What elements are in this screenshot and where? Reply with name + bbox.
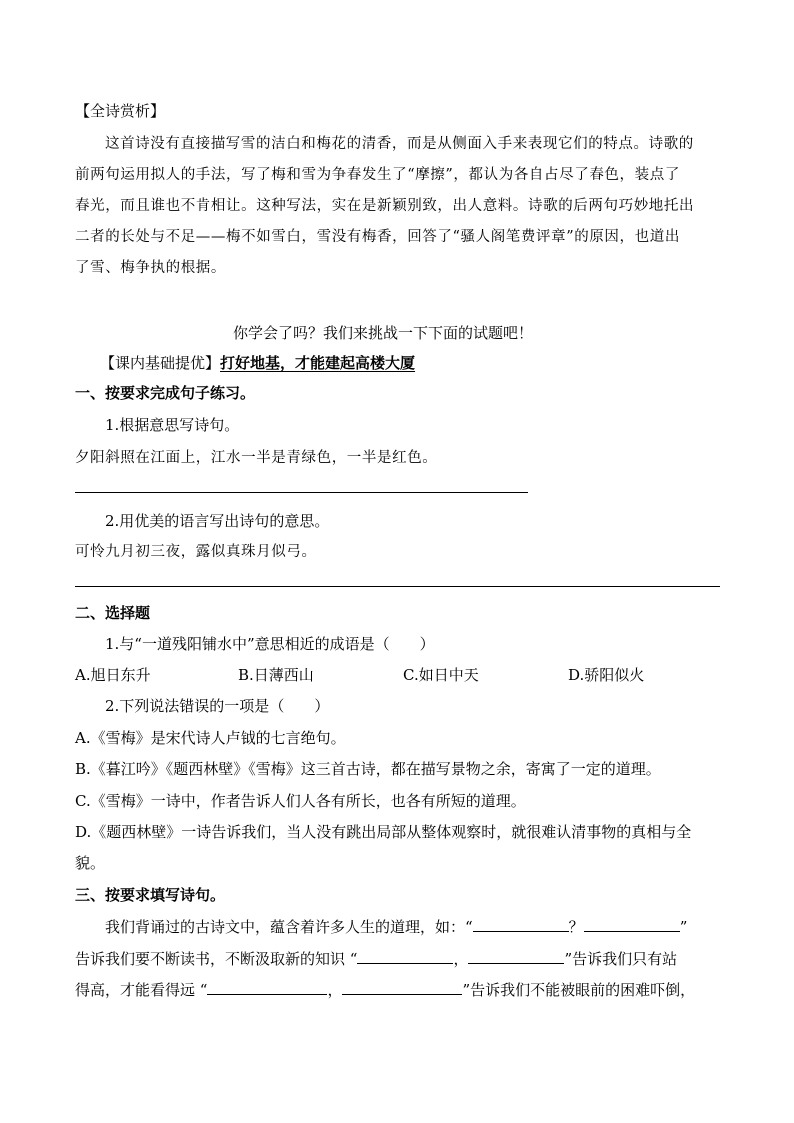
question-mark: ？ — [568, 918, 584, 936]
analysis-line-4: 二者的长处与不足——梅不如雪白，雪没有梅香，回答了“骚人阁笔费评章”的原因，也道出 — [75, 229, 680, 245]
section3-line2-text: 告诉我们要不断读书，不断汲取新的知识 “ — [75, 950, 358, 968]
section-banner-motto: 打好地基，才能建起高楼大厦 — [220, 354, 416, 372]
section2-q2-option-a[interactable]: A.《雪梅》是宋代诗人卢钺的七言绝句。 — [75, 729, 346, 747]
section2-title: 二、选择题 — [75, 604, 151, 622]
section3-line3-prefix: 得高，才能看得远 “ — [75, 981, 208, 999]
blank-3[interactable] — [357, 949, 453, 964]
section1-q2-answer-line[interactable] — [75, 586, 720, 587]
section2-q2-stem: 2.下列说法错误的一项是（ ） — [105, 697, 330, 715]
section3-line1-prefix: 我们背诵过的古诗文中，蕴含着许多人生的道理，如：“ — [105, 918, 473, 936]
section1-title: 一、按要求完成句子练习。 — [75, 384, 256, 402]
analysis-line-2: 前两句运用拟人的手法，写了梅和雪为争春发生了“摩擦”，都认为各自占尽了春色，装点了 — [75, 167, 680, 183]
section1-q1-label: 1.根据意思写诗句。 — [105, 416, 240, 434]
blank-1[interactable] — [473, 917, 569, 932]
blank-6[interactable] — [342, 980, 462, 995]
section1-q2-text: 可怜九月初三夜，露似真珠月似弓。 — [75, 544, 317, 560]
section3-line-1 — [105, 916, 687, 937]
section3-line2-suffix: ”告诉我们只有站 — [564, 950, 678, 968]
blank-5[interactable] — [207, 980, 327, 995]
section3-title: 三、按要求填写诗句。 — [75, 886, 226, 904]
section2-q1-stem: 1.与“一道残阳铺水中”意思相近的成语是（ ） — [105, 635, 435, 653]
section1-q2-label: 2.用优美的语言写出诗句的意思。 — [105, 512, 330, 530]
section2-q1-option-b[interactable]: B.日薄西山 — [238, 666, 314, 684]
challenge-prompt: 你学会了吗？我们来挑战一下下面的试题吧！ — [233, 324, 534, 342]
close-quote: ” — [679, 918, 688, 936]
section-banner — [100, 352, 415, 373]
section1-q1-answer-line[interactable] — [75, 492, 528, 493]
analysis-line-3: 春光，而且谁也不肯相让。这种写法，实在是新颖别致，出人意料。诗歌的后两句巧妙地托出 — [75, 198, 695, 214]
section2-q1-option-d[interactable]: D.骄阳似火 — [568, 666, 645, 684]
section2-q1-option-c[interactable]: C.如日中天 — [403, 666, 479, 684]
section3-line3-suffix: ”告诉我们不能被眼前的困难吓倒， — [462, 981, 696, 999]
analysis-line-1: 这首诗没有直接描写雪的洁白和梅花的清香，而是从侧面入手来表现它们的特点。诗歌的 — [105, 136, 694, 152]
section-banner-label: 【课内基础提优】 — [100, 354, 221, 372]
analysis-line-5: 了雪、梅争执的根据。 — [75, 260, 226, 276]
blank-4[interactable] — [468, 949, 564, 964]
analysis-heading: 【全诗赏析】 — [75, 102, 166, 120]
blank-2[interactable] — [584, 917, 680, 932]
comma-2: ， — [327, 981, 343, 999]
section3-line-2 — [75, 948, 677, 969]
section2-q1-option-a[interactable]: A.旭日东升 — [75, 666, 151, 684]
section2-q2-option-b[interactable]: B.《暮江吟》《题西林壁》《雪梅》这三首古诗，都在描写景物之余，寄寓了一定的道理。 — [75, 760, 661, 778]
section2-q2-option-d[interactable]: D.《题西林壁》一诗告诉我们，当人没有跳出局部从整体观察时，就很难认清事物的真相与全 — [75, 823, 692, 841]
comma-1: ， — [453, 950, 469, 968]
section3-line-3 — [75, 979, 695, 1000]
section1-q1-text: 夕阳斜照在江面上，江水一半是青绿色，一半是红色。 — [75, 450, 438, 466]
section2-q2-option-c[interactable]: C.《雪梅》一诗中，作者告诉人们人各有所长，也各有所短的道理。 — [75, 792, 526, 810]
section2-q2-option-d-cont: 貌。 — [75, 854, 106, 872]
